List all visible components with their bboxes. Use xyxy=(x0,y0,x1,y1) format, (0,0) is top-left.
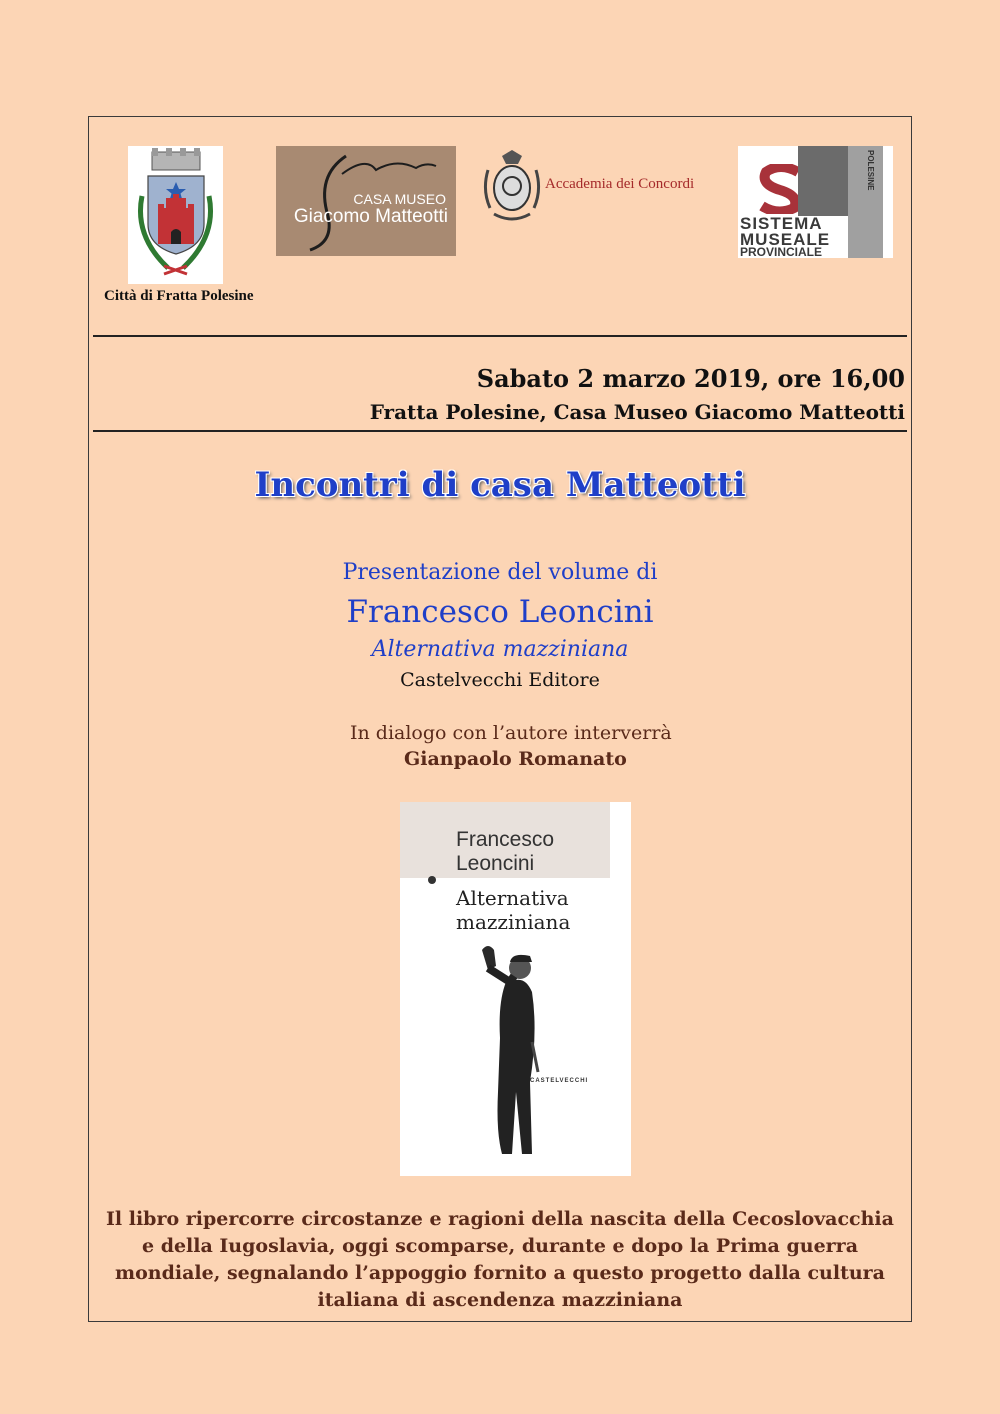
series-title: Incontri di casa Matteotti xyxy=(254,465,746,505)
sistema-museale-logo xyxy=(738,146,893,258)
city-caption: Città di Fratta Polesine xyxy=(104,288,254,304)
cover-title-line2: mazziniana xyxy=(456,910,571,934)
event-location: Fratta Polesine, Casa Museo Giacomo Matteotti xyxy=(369,400,905,424)
casa-museo-line1: CASA MUSEO xyxy=(353,191,446,207)
book-description: Il libro ripercorre circostanze e ragioni della nascita della Cecoslovacchia e della Iugoslavia, oggi scomparse, durante e dopo la Prima guerra mondiale, segnalando l’appoggio fornito a questo progetto dalla cultura italiana di ascendenza mazziniana xyxy=(106,1208,894,1311)
smp-line2: MUSEALE xyxy=(740,230,831,249)
casa-museo-line2: Giacomo Matteotti xyxy=(293,206,448,227)
top-divider xyxy=(93,335,907,337)
bottom-divider xyxy=(93,430,907,432)
accademia-name: Accademia dei Concordi xyxy=(545,176,695,192)
cover-author-line1: Francesco xyxy=(456,828,555,851)
smp-s-letter xyxy=(758,164,802,214)
smp-line3: PROVINCIALE xyxy=(740,245,823,259)
event-date-time: Sabato 2 marzo 2019, ore 16,00 xyxy=(476,364,905,393)
casa-museo-logo xyxy=(276,146,456,256)
smp-side-label: POLESINE xyxy=(866,150,875,191)
accademia-emblem-icon xyxy=(480,150,544,222)
smp-line1: SISTEMA xyxy=(740,214,823,233)
presentation-intro: Presentazione del volume di xyxy=(342,560,658,585)
speaker-name: Gianpaolo Romanato xyxy=(404,748,627,770)
cover-publisher-mark: CASTELVECCHI xyxy=(530,1078,589,1084)
cover-author-line2: Leoncini xyxy=(456,852,535,875)
city-coat-of-arms xyxy=(128,146,223,284)
publisher: Castelvecchi Editore xyxy=(400,669,600,691)
cover-bullet-icon xyxy=(428,876,436,884)
dialogue-intro: In dialogo con l’autore interverrà xyxy=(350,722,672,744)
smp-m-block xyxy=(798,146,848,216)
author-name: Francesco Leoncini xyxy=(346,594,654,630)
book-title: Alternativa mazziniana xyxy=(371,637,629,662)
cover-title-line1: Alternativa xyxy=(456,886,569,910)
saluting-figure-icon xyxy=(440,942,560,1162)
book-cover xyxy=(400,802,631,1176)
